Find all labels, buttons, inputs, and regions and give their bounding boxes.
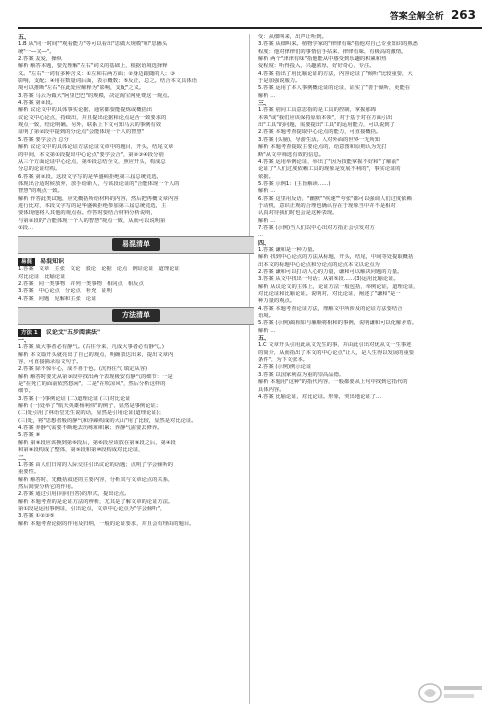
answer-block-2 [18, 337, 254, 528]
text-line: 7.答案 (示例)当人们以中心出对方指正会引发对方 [258, 224, 375, 231]
text-line: 2.答案 谦和可以打动人心的力量，谦和可以解决问题的力量。 [258, 269, 403, 275]
grid-row [18, 266, 254, 273]
mixed-band-title: 易混清单 [112, 238, 160, 251]
text-line: 解析 解答时，先概括叙述的主要内容，分析其与文章论点的关系， [18, 476, 174, 483]
text-line: 影响，支配；④用在数量词后面，表示概数；⑤反正，总之。结合本文具体语 [18, 78, 197, 85]
text-line: 5.答案 示例1：(主旨解读……) [258, 180, 331, 187]
text-line: 3.答案 (一)事例论证 (二)道理论证 (三)对比论证 [18, 395, 131, 402]
grid-cell: 见解和主张 [54, 295, 81, 302]
grid-cell: 例证论证 [132, 266, 154, 273]
text-line: 要体现他将人其他的观点看。作答时要结合材料分析说明， [18, 210, 156, 217]
method-title: 议论文"五步阅读法" [45, 329, 101, 336]
text-line: 解析 找到中心论点的方法从标题，开头，结尾，中间等处提取概括 [258, 254, 414, 261]
grid-cell: 文章 [38, 266, 50, 273]
text-line: 然后简要分析它的作用。 [18, 483, 77, 490]
text-line: 体现出合适时候放弃，放手给新人，与该段论证的"合能体现一个人的 [18, 180, 180, 187]
grid-cell: 同一类事物 [38, 280, 66, 287]
grid-row [18, 288, 254, 295]
text-line: 种力量的观点。 [258, 298, 296, 305]
page-number: 263 [450, 8, 476, 22]
text-line: 解析 本文篇开头就亮出了自己的观点，明确表达出来，提出文章内 [18, 351, 174, 358]
text-line: 4.答案 养静气需要不断地去历练和积累；养静气需要去修养。 [18, 425, 163, 432]
text-line: 四、 [258, 239, 271, 247]
text-line: 统"一―又―"。 [18, 48, 55, 55]
text-line: 对比论证和比喻论证。说明对，对比论证，阐述了"谦和"是一 [258, 291, 401, 298]
text-line: 解析 本题用"这种"的指代内容，一般都要从上句中找到它指代的 [258, 379, 408, 386]
text-line: 程度：他对律律们的事情信手拈来、律律有味，有极高的激情。 [258, 48, 407, 55]
answer-block-6 [258, 335, 494, 401]
text-line: 3.答案 马云为做大"阿里巴巴"的规模，决定淘宝网免费这一观点。 [18, 92, 173, 99]
text-line: 解析 第⑧段应该换到第⑥段后，第⑥段应该放在第⑧段之后，第④段 [18, 439, 176, 446]
text-line: 2.答案 (示例)例示论证 [258, 364, 312, 371]
mixed-tag: 易混 [18, 258, 35, 266]
mixed-band [18, 236, 254, 254]
text-line: 解析 议论文中的具体论证方法论证文章中的题目，开头，结尾文章 [18, 144, 174, 151]
text-line: 重要性。 [18, 469, 40, 476]
text-line: 解析 解答时要先从第③段中找出两个表现极安有静气的细节：一是 [18, 373, 173, 380]
answer-block-3 [258, 34, 494, 100]
method-band [18, 307, 254, 325]
text-line: 1.答案 别同工具意思指的是工具的控制，掌握那锦 [258, 107, 376, 114]
grid-cell: 问题 [38, 295, 50, 302]
grid-cell: 补充 [85, 288, 97, 295]
text-line: 1.答案 谦和是一种力量。 [258, 246, 318, 253]
page-header [0, 0, 500, 30]
text-line: 细节。 [18, 388, 34, 395]
text-line: 断"从文中筛选有效的信息。 [258, 151, 324, 158]
text-line: 出本文的标题中心论点和分论点的论点本文以论点为 [258, 261, 380, 268]
text-line: 5.答案 运用了本人事例概论证的论证，证实了"善于倾听，更能在 [258, 85, 411, 92]
method-band-title: 方法清单 [112, 309, 160, 322]
grid-cell: 论点 [116, 266, 128, 273]
text-line: 4.答案 运用举例论证，举出了"因为技能掌握不好和"了解前" [258, 158, 400, 165]
text-line: 和第⑧段构成了整体，第⑨段和第⑩段构成对比论证， [18, 447, 144, 454]
text-line: 3.答案 (头脑)，导游生活。人对外面的世界一无所知 [258, 136, 381, 143]
text-line: 4.答案 比喻论证，对比论证。形象，突出地论证了... [258, 393, 382, 400]
method-tag: 方法 1 [18, 329, 41, 337]
text-line: 具体内容。 [258, 386, 285, 393]
grid-row [18, 274, 254, 281]
text-line: 五、 [18, 34, 31, 41]
grid-row [18, 296, 254, 303]
grid-cell: 论据 [101, 266, 112, 273]
text-line: 解析 本题考查论据的作用及归纳，一般的论证要求，并且会有理由的题目。 [18, 520, 195, 527]
grid-cell: 文论 [69, 266, 81, 273]
text-line: 语境。 [258, 313, 274, 320]
grid-cell: 驳论 [85, 266, 97, 273]
answer-block-1 [18, 34, 254, 232]
left-column [18, 34, 254, 704]
text-line: 解析 本题考查的是论证方法的辨析，尤其是了解文章的论证方法。 [18, 498, 174, 505]
grid-cell: 相同点 [106, 280, 123, 287]
text-line: 爱程度：听得投入，兴趣浓厚，好好奇心，专注。 [258, 63, 375, 70]
text-line: 5.答案 要学会合 总分 [18, 136, 69, 143]
text-line: 1.答案 由人们日常的人际交往引出议论的话题；点明了学会倾听的 [18, 461, 174, 468]
text-line: 解析 ... [258, 217, 276, 224]
text-line: 解析 ... [258, 327, 276, 334]
text-line: 3.答案 从细叫来。植物学家的"律律有味"指他对自己专业知识的熟悉 [258, 41, 418, 48]
header-label [390, 8, 476, 22]
answer-block-5 [258, 240, 494, 335]
text-line: 于是加强说服力。 [258, 78, 301, 85]
grid-cell: 证明 [101, 288, 112, 295]
text-line: 五、 [258, 335, 271, 343]
text-line: 三、 [258, 100, 271, 108]
text-line: 于动机，意识正规的合理也确认存在于现象当中并不是相对 [258, 202, 396, 209]
text-line: 证明了第②段中提到的分论点"会能体现一个人的智慧" [18, 129, 145, 136]
text-line: 解析 两个"津津有味"指他能从中感受到乐趣的积累和热 [258, 56, 387, 63]
text-line: 1.答案 成大事者必有静气。(古往今来，凡成大事者必有静气。) [18, 344, 164, 351]
text-line: 本领"或"我们应该保持原始本领"，对于基于对在方面引出 [258, 114, 393, 121]
method-heading [18, 329, 254, 337]
text-line: 1.B 从"同一时间""观看能力"等可以看出"思做大规模"和"思播头 [18, 41, 168, 48]
text-line: 4.答案 第②段。 [18, 100, 56, 107]
grid-cell: 1.答案 [18, 266, 34, 273]
text-line: 4.答案 指出了用比喻论证的方法，内容论证了"倾听"比较重要，大 [258, 70, 413, 77]
text-line: 议论文中心论点，持续出，并且提出论据和论点是否一致要求的 [18, 114, 167, 121]
text-line: 解析 ... [258, 188, 276, 195]
text-line: 条件"，为下文张本。 [258, 357, 309, 364]
text-line: 解析 议论文中的具体事实论据，通常都要能提炼或概括出 [18, 107, 153, 114]
grid-cell: 论证 [85, 295, 97, 302]
grid-cell: 相反点 [127, 280, 144, 287]
text-line: 解析 作答此类试题，应先概括所给材料的内容，然后把再概文章内容 [18, 195, 179, 202]
text-line: 2.答案 除不惊平心，成不喜于色。(沉得住气 镇定从容) [18, 366, 148, 373]
text-line: (二)处引用了林语堂先生说的话，显然是引用论证(道理论证)； [18, 410, 164, 417]
text-line: 容，可直接摘录原文句子。 [18, 359, 82, 366]
text-line: ... [258, 232, 264, 239]
text-line: 观点一致，结论明确。另外，联系上下文可知马云的事例有效 [18, 122, 162, 129]
text-line: 义。"左右"一词有多种含义：①左和右两方面；②身边跟随的人；③ [18, 70, 175, 77]
text-line: 依据。 [258, 173, 274, 180]
text-line: 2.答案 友爱，操纵 [18, 56, 62, 63]
grid-cell: 并列一类事物 [70, 280, 102, 287]
text-line: 进行比对，本段文字写的是华盛顿拒绝参加第三届总统竞选，主 [18, 202, 167, 209]
mixed-title: 易混知识 [40, 258, 65, 266]
text-line: 1.C 文章开头引用此从文先生的事，并由此引出对优从文一生事迹 [258, 342, 412, 349]
text-line: 智慧"的观点一致。 [18, 188, 63, 195]
grid-row [18, 281, 254, 288]
text-line: 3.答案 从文中找出一句话；从第⑤段……(3)运用比喻论证。 [258, 276, 399, 283]
text-line: 解析 从议论文的主体上，论证方法一般包括，举例论证，道理论证， [258, 283, 419, 290]
header-rule [18, 27, 482, 29]
text-line: 论证了"人们过度依赖工具的现象是发展不利的"，事实论证的 [258, 166, 401, 173]
grid-cell: 主张 [54, 266, 65, 273]
answer-block-4 [258, 100, 494, 240]
text-line: 5.答案 (示例)蔺相如与廉颇将相和的事例，说明谦和可以化解矛盾。 [258, 320, 418, 327]
mixed-heading [18, 258, 254, 266]
grid-cell: 2.答案 [18, 280, 34, 287]
text-line: 出"工具"的问题，需要提出"工具"的运用能力，可以说到了 [258, 122, 395, 129]
text-line: 3.答案 以国家利益为重的崇高品德。 [258, 371, 345, 378]
text-line: 解析 本题考查提取主要论点的，给意图和原则认为先打 [258, 144, 387, 151]
text-line: 从三个方面论证中心论点，第⑤段总结全文，照应开头，构成总 [18, 158, 166, 165]
text-line: 解析 ... [258, 92, 276, 99]
right-column [258, 34, 494, 704]
grid-cell: 道理论证 [158, 266, 180, 273]
text-line: 5.答案 ⑧ [18, 432, 41, 439]
text-line: 6.答案 这里用反语，"幽默""疾速""夸张"都可以强调人们过度依赖 [258, 195, 412, 202]
text-line: 与第②段的"合能体现一个人的智慧"观点一致，从而可以说明第 [18, 217, 166, 224]
watermark-logo-icon [416, 680, 486, 706]
text-line: 是"在死亡的面前依然悠闲"，二是"在吹凉风"，然后分析这样的 [18, 381, 166, 388]
text-line: 的中间，本文第①段提出中心论点"要学会合"，第②③④段分别 [18, 151, 164, 158]
text-line: 分总的论证结构。 [18, 166, 61, 173]
mixed-grid [18, 266, 254, 303]
grid-cell: 分论点 [64, 288, 81, 295]
text-line: 第①段是运用事例证，引出论点，文章中心论点为"学会倾听"， [18, 505, 166, 512]
text-line: 受：从细叫来，出声让听到。 [258, 34, 327, 40]
text-line: 二、 [18, 454, 31, 462]
text-line: 境可以推断"左右"在此处应解释为"影响，支配"之义。 [18, 85, 145, 92]
text-line: 3.答案 ①②③⑤ [18, 513, 55, 520]
section-title: 答案全解全析 [389, 12, 444, 22]
grid-cell: 中心论点 [38, 288, 60, 295]
grid-cell: 对比论证 [18, 273, 40, 280]
text-line: ②段... [18, 224, 34, 231]
text-line: 6.答案 第②段。这段文字写的是华盛顿拒绝第三届总统竞选， [18, 173, 162, 180]
text-line: 一、 [18, 337, 31, 344]
text-line: 解析 (一)处举了"航天英雄杨利伟"的例子，显然是事例论证； [18, 403, 162, 410]
text-line: 2.答案 本题考查提取中心论点的能力，可直接概括。 [258, 129, 382, 136]
text-line: 的简介，从而指出了本文的中心论点"让人，是人生得以发展的重要 [258, 349, 415, 356]
grid-cell: 3.答案 [18, 288, 34, 295]
grid-cell: 比喻论证 [44, 273, 66, 280]
text-line: (三)处，将"思想者般的静气和浮躁构成的大山"用了比较，显然是对比论证。 [18, 417, 197, 424]
text-line: 2.答案 通过引用(向问自答)的形式，提出论点。 [18, 491, 130, 498]
grid-cell: 4.答案 [18, 295, 34, 302]
text-line: 认真对待我们时也会是这种表现。 [258, 210, 338, 217]
text-line: 解析 解答本题，要先理解"左右"词义的基础上，根据语境选择释 [18, 63, 168, 70]
text-line: 4.答案 本题考查论证方法，理解文中所涉及的论证方法要结合 [258, 305, 403, 312]
